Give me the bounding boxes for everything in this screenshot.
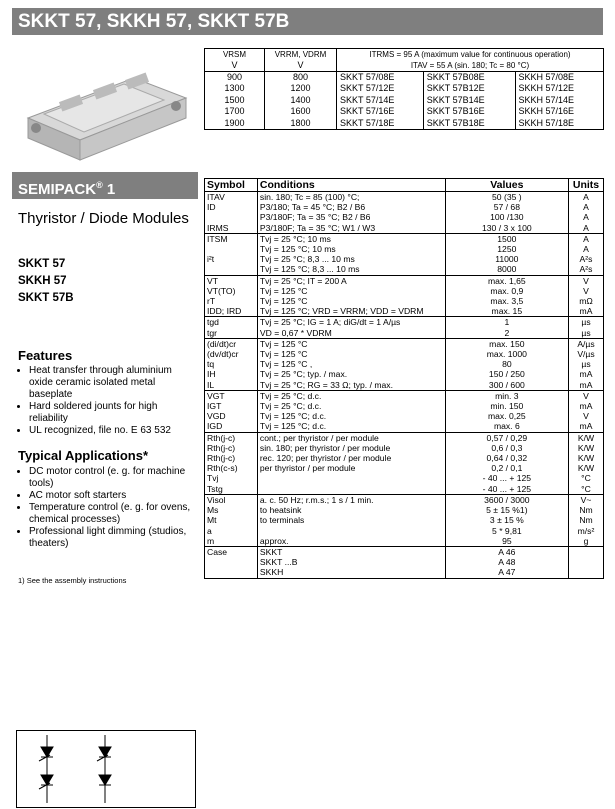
- product-subtitle: Thyristor / Diode Modules: [18, 210, 189, 227]
- line-sym: Visol: [207, 494, 226, 505]
- cell-sym: [205, 432, 258, 494]
- feature-item: • Heat transfer through aluminium oxide ceramic isolated metal baseplate: [29, 365, 198, 401]
- line-val: 0,6 / 0,3: [491, 442, 523, 453]
- line-val: 50 (35 ): [492, 192, 522, 202]
- line-sym: Tstg: [207, 483, 223, 494]
- header-symbol: Symbol: [205, 179, 258, 192]
- cell-sym: [205, 390, 258, 432]
- line-sym: Rth(j-c): [207, 442, 236, 453]
- line-val: max. 0,25: [487, 411, 526, 422]
- line-cond: approx.: [259, 535, 289, 546]
- line-val: max. 3,5: [490, 296, 524, 307]
- line-unit: V: [583, 390, 589, 401]
- line-sym: Mt: [207, 515, 217, 526]
- line-unit: mA: [579, 306, 593, 317]
- table-cell: SKKT 57B12E: [423, 83, 515, 95]
- table-row: [205, 83, 604, 95]
- line-unit: µs: [581, 327, 591, 338]
- line-sym: [207, 567, 255, 577]
- line-val: A 47: [498, 567, 516, 578]
- cell-sym: [205, 546, 258, 578]
- line-unit: V: [583, 275, 589, 286]
- line-val: 80: [502, 359, 512, 370]
- cell-cond: [257, 432, 445, 494]
- cell-val: [445, 317, 568, 338]
- application-item: • Professional light dimming (studios, theaters): [29, 526, 198, 550]
- line-cond: P3/180F; Ta = 35 °C; W1 / W3: [259, 222, 376, 233]
- col-vrsm: VRSM: [205, 49, 265, 61]
- line-val: 5 * 9,81: [492, 525, 522, 536]
- line-val: A 46: [498, 546, 516, 557]
- cell-val: [445, 192, 568, 234]
- line-sym: rT: [207, 296, 216, 307]
- line-cond: [260, 526, 443, 536]
- col-vrrm: VRRM, VDRM: [265, 49, 337, 61]
- features-list: [18, 365, 198, 437]
- cell-cond: [257, 317, 445, 338]
- table-row: [205, 118, 604, 130]
- line-unit: A: [583, 244, 589, 255]
- line-sym: IDD; IRD: [207, 306, 242, 317]
- header-conditions: Conditions: [257, 179, 445, 192]
- product-family: SEMIPACK® 1: [12, 172, 198, 199]
- line-val: 5 ± 15 %1): [486, 505, 528, 516]
- line-sym: VT: [207, 275, 218, 286]
- line-sym: VGD: [207, 411, 226, 422]
- line-unit: K/W: [577, 453, 595, 464]
- header-values: Values: [445, 179, 568, 192]
- line-cond: Tvj = 25 °C; IG = 1 A; diG/dt = 1 A/µs: [259, 317, 401, 328]
- line-unit: V~: [580, 494, 592, 505]
- line-sym: ID: [207, 202, 216, 213]
- col-itav: ITAV = 55 A (sin. 180; Tc = 80 °C): [337, 60, 604, 72]
- cell-cond: [257, 494, 445, 546]
- application-item: • Temperature control (e. g. for ovens, chemical processes): [29, 502, 198, 526]
- footnote: 1) See the assembly instructions: [18, 576, 127, 585]
- line-unit: A: [583, 233, 589, 244]
- table-row: [205, 95, 604, 107]
- features-heading: Features: [18, 348, 73, 363]
- cell-cond: [257, 390, 445, 432]
- table-cell: SKKT 57B18E: [423, 118, 515, 130]
- line-cond: rec. 120; per thyristor / per module: [259, 453, 392, 464]
- line-cond: to heatsink: [259, 505, 302, 516]
- line-cond: per thyristor / per module: [259, 463, 356, 474]
- table-cell: SKKT 57/16E: [337, 106, 424, 118]
- line-val: 0,64 / 0,32: [486, 453, 528, 464]
- line-cond: Tvj = 125 °C; d.c.: [259, 421, 327, 432]
- table-cell: 1600: [265, 106, 337, 118]
- feature-item: • UL recognized, file no. E 63 532: [29, 425, 198, 437]
- col-itrms: ITRMS = 95 A (maximum value for continuous operation): [337, 49, 604, 61]
- line-val: 150 / 250: [488, 369, 525, 380]
- line-sym: Ms: [207, 505, 219, 516]
- line-cond: Tvj = 25 °C; 8,3 ... 10 ms: [259, 254, 355, 265]
- line-val: 11000: [495, 254, 519, 265]
- table-cell: SKKH 57/14E: [515, 95, 604, 107]
- line-val: 3600 / 3000: [484, 494, 530, 505]
- table-cell: SKKH 57/16E: [515, 106, 604, 118]
- cell-sym: [205, 338, 258, 390]
- line-cond: to terminals: [259, 515, 305, 526]
- cell-val: [445, 233, 568, 275]
- line-val: A 48: [498, 557, 516, 568]
- line-sym: tgd: [207, 317, 219, 328]
- table-cell: 900: [205, 72, 265, 84]
- table-cell: SKKH 57/18E: [515, 118, 604, 130]
- cell-unit: [569, 494, 604, 546]
- line-sym: IGD: [207, 421, 223, 432]
- feature-item: • Hard soldered jounts for high reliability: [29, 401, 198, 425]
- application-item: • AC motor soft starters: [29, 490, 198, 502]
- line-cond: SKKH: [259, 567, 284, 578]
- line-unit: A²s: [579, 264, 593, 275]
- parameter-group: [205, 432, 604, 494]
- cell-val: [445, 390, 568, 432]
- table-cell: SKKT 57/08E: [337, 72, 424, 84]
- cell-unit: [569, 275, 604, 317]
- application-item: • DC motor control (e. g. for machine tools): [29, 466, 198, 490]
- line-sym: [207, 244, 255, 254]
- line-sym: m: [207, 535, 215, 546]
- line-unit: A: [583, 202, 589, 213]
- line-val: 95: [502, 535, 512, 546]
- line-unit: m/s²: [577, 525, 595, 536]
- line-unit: Nm: [579, 505, 593, 516]
- table-cell: 1500: [205, 95, 265, 107]
- line-unit: A²s: [579, 254, 593, 265]
- line-val: 300 / 600: [488, 379, 525, 390]
- unit-v: V: [265, 60, 337, 72]
- line-val: - 40 ... + 125: [482, 483, 532, 494]
- table-cell: 1200: [265, 83, 337, 95]
- model-list: [18, 256, 74, 307]
- line-unit: A: [583, 192, 589, 202]
- cell-val: [445, 338, 568, 390]
- line-cond: Tvj = 125 °C: [259, 285, 308, 296]
- voltage-table: [204, 48, 604, 130]
- cell-cond: [257, 192, 445, 234]
- line-unit: Nm: [579, 515, 593, 526]
- cell-unit: [569, 432, 604, 494]
- module-photo: [14, 48, 196, 168]
- line-cond: sin. 180; per thyristor / per module: [259, 442, 391, 453]
- line-val: 1500: [497, 233, 517, 244]
- cell-sym: [205, 317, 258, 338]
- line-cond: Tvj = 125 °C: [259, 349, 308, 360]
- line-cond: SKKT ...B: [259, 557, 298, 568]
- line-unit: µs: [581, 317, 591, 328]
- line-cond: Tvj = 25 °C; typ. / max.: [259, 369, 348, 380]
- table-row: [205, 106, 604, 118]
- line-val: max. 1,65: [487, 275, 526, 286]
- parameter-group: [205, 494, 604, 546]
- model-item: SKKT 57B: [18, 292, 74, 304]
- line-cond: a. c. 50 Hz; r.m.s.; 1 s / 1 min.: [259, 494, 374, 505]
- line-cond: Tvj = 125 °C: [259, 338, 308, 349]
- line-unit: °C: [581, 483, 591, 494]
- table-cell: 1900: [205, 118, 265, 130]
- cell-unit: [569, 192, 604, 234]
- parameter-group: [205, 338, 604, 390]
- line-sym: (dv/dt)cr: [207, 349, 239, 360]
- line-val: max. 6: [493, 421, 520, 432]
- line-unit: [571, 567, 601, 577]
- line-unit: µs: [581, 359, 591, 370]
- line-val: 130 / 3 x 100: [481, 222, 532, 233]
- line-val: 0,57 / 0,29: [486, 432, 528, 443]
- line-unit: V: [583, 285, 589, 296]
- cell-cond: [257, 546, 445, 578]
- cell-unit: [569, 317, 604, 338]
- line-val: max. 150: [489, 338, 525, 349]
- line-sym: i²t: [207, 254, 215, 265]
- line-sym: VGT: [207, 390, 225, 401]
- line-unit: mA: [579, 401, 593, 412]
- line-unit: V: [583, 411, 589, 422]
- line-cond: Tvj = 125 °C ,: [259, 359, 313, 370]
- line-sym: IRMS: [207, 222, 229, 233]
- line-cond: Tvj = 25 °C; RG = 33 Ω; typ. / max.: [259, 379, 393, 390]
- line-cond: Tvj = 125 °C; VRD = VRRM; VDD = VDRM: [259, 306, 424, 317]
- line-unit: [571, 557, 601, 567]
- line-cond: P3/180F; Ta = 35 °C; B2 / B6: [259, 212, 371, 223]
- line-val: 0,2 / 0,1: [491, 463, 523, 474]
- line-cond: Tvj = 125 °C; 10 ms: [259, 244, 336, 255]
- table-cell: SKKT 57/14E: [337, 95, 424, 107]
- line-sym: [207, 557, 255, 567]
- line-unit: A: [583, 212, 589, 223]
- parameter-group: [205, 317, 604, 338]
- table-cell: 1800: [265, 118, 337, 130]
- cell-cond: [257, 275, 445, 317]
- line-val: 3 ± 15 %: [489, 515, 524, 526]
- line-unit: g: [583, 535, 589, 546]
- table-cell: SKKT 57/12E: [337, 83, 424, 95]
- line-val: 8000: [497, 264, 517, 275]
- line-val: 100 /130: [490, 212, 524, 223]
- line-unit: °C: [581, 473, 591, 484]
- line-cond: Tvj = 125 °C; 8,3 ... 10 ms: [259, 264, 360, 275]
- line-val: 2: [504, 327, 510, 338]
- parameter-table: [204, 178, 604, 579]
- table-cell: 1400: [265, 95, 337, 107]
- line-sym: tgr: [207, 327, 218, 338]
- line-cond: Tvj = 25 °C; d.c.: [259, 401, 322, 412]
- cell-unit: [569, 338, 604, 390]
- line-unit: mΩ: [579, 296, 593, 307]
- line-sym: [207, 212, 255, 222]
- line-sym: (di/dt)cr: [207, 338, 237, 349]
- line-sym: ITAV: [207, 192, 225, 202]
- line-sym: IL: [207, 379, 215, 390]
- cell-cond: [257, 233, 445, 275]
- line-unit: K/W: [577, 432, 595, 443]
- line-val: 1250: [497, 244, 517, 255]
- line-sym: VT(TO): [207, 285, 236, 296]
- line-cond: Tvj = 25 °C; d.c.: [259, 390, 322, 401]
- circuit-symbols: [16, 730, 196, 808]
- line-unit: K/W: [577, 463, 595, 474]
- table-cell: 800: [265, 72, 337, 84]
- cell-val: [445, 275, 568, 317]
- line-unit: mA: [579, 379, 593, 390]
- line-cond: Tvj = 25 °C; IT = 200 A: [259, 275, 347, 286]
- line-unit: K/W: [577, 442, 595, 453]
- table-cell: SKKH 57/08E: [515, 72, 604, 84]
- line-unit: V/µs: [577, 349, 595, 360]
- parameter-group: [205, 546, 604, 578]
- line-val: max. 1000: [486, 349, 527, 360]
- cell-unit: [569, 390, 604, 432]
- parameter-group: [205, 233, 604, 275]
- line-sym: Rth(j-c): [207, 453, 236, 464]
- table-cell: SKKT 57B08E: [423, 72, 515, 84]
- line-sym: [207, 264, 255, 274]
- line-sym: a: [207, 525, 212, 536]
- page-title: SKKT 57, SKKH 57, SKKT 57B: [12, 8, 603, 35]
- line-sym: Rth(c-s): [207, 463, 238, 474]
- line-val: max. 0,9: [490, 285, 524, 296]
- parameter-group: [205, 192, 604, 234]
- cell-val: [445, 494, 568, 546]
- line-sym: IH: [207, 369, 216, 380]
- line-sym: Rth(j-c): [207, 432, 236, 443]
- line-cond: [260, 473, 443, 483]
- line-val: min. 3: [495, 390, 519, 401]
- line-sym: tq: [207, 359, 215, 370]
- applications-list: [18, 466, 198, 550]
- line-cond: P3/180; Ta = 45 °C; B2 / B6: [259, 202, 366, 213]
- line-cond: sin. 180; Tc = 85 (100) °C;: [259, 192, 360, 202]
- line-sym: IGT: [207, 401, 222, 412]
- parameter-group: [205, 275, 604, 317]
- line-unit: mA: [579, 369, 593, 380]
- line-cond: Tvj = 125 °C; d.c.: [259, 411, 327, 422]
- line-cond: SKKT: [259, 546, 283, 557]
- model-item: SKKT 57: [18, 258, 66, 270]
- unit-v: V: [205, 60, 265, 72]
- line-val: 57 / 68: [493, 202, 520, 213]
- table-cell: SKKT 57/18E: [337, 118, 424, 130]
- applications-heading: Typical Applications*: [18, 448, 149, 463]
- table-cell: SKKT 57B14E: [423, 95, 515, 107]
- cell-cond: [257, 338, 445, 390]
- cell-sym: [205, 233, 258, 275]
- table-cell: 1700: [205, 106, 265, 118]
- line-unit: A: [583, 222, 589, 233]
- table-cell: SKKT 57B16E: [423, 106, 515, 118]
- line-sym: Case: [207, 546, 228, 557]
- cell-val: [445, 432, 568, 494]
- line-val: max. 15: [491, 306, 523, 317]
- parameter-group: [205, 390, 604, 432]
- line-cond: Tvj = 125 °C: [259, 296, 308, 307]
- cell-unit: [569, 546, 604, 578]
- model-item: SKKH 57: [18, 275, 67, 287]
- line-sym: Tvj: [207, 473, 219, 484]
- table-cell: SKKH 57/12E: [515, 83, 604, 95]
- cell-sym: [205, 275, 258, 317]
- line-sym: ITSM: [207, 233, 228, 244]
- line-val: - 40 ... + 125: [482, 473, 532, 484]
- cell-sym: [205, 192, 258, 234]
- line-unit: A/µs: [577, 338, 595, 349]
- line-val: 1: [504, 317, 510, 328]
- table-row: [205, 72, 604, 84]
- table-cell: 1300: [205, 83, 265, 95]
- line-unit: mA: [579, 421, 593, 432]
- cell-val: [445, 546, 568, 578]
- line-cond: VD = 0,67 * VDRM: [259, 327, 332, 338]
- line-unit: [571, 547, 601, 557]
- cell-unit: [569, 233, 604, 275]
- line-cond: cont.; per thyristor / per module: [259, 432, 379, 443]
- line-cond: [260, 484, 443, 494]
- header-units: Units: [569, 179, 604, 192]
- cell-sym: [205, 494, 258, 546]
- line-val: min. 150: [490, 401, 524, 412]
- line-cond: Tvj = 25 °C; 10 ms: [259, 233, 331, 244]
